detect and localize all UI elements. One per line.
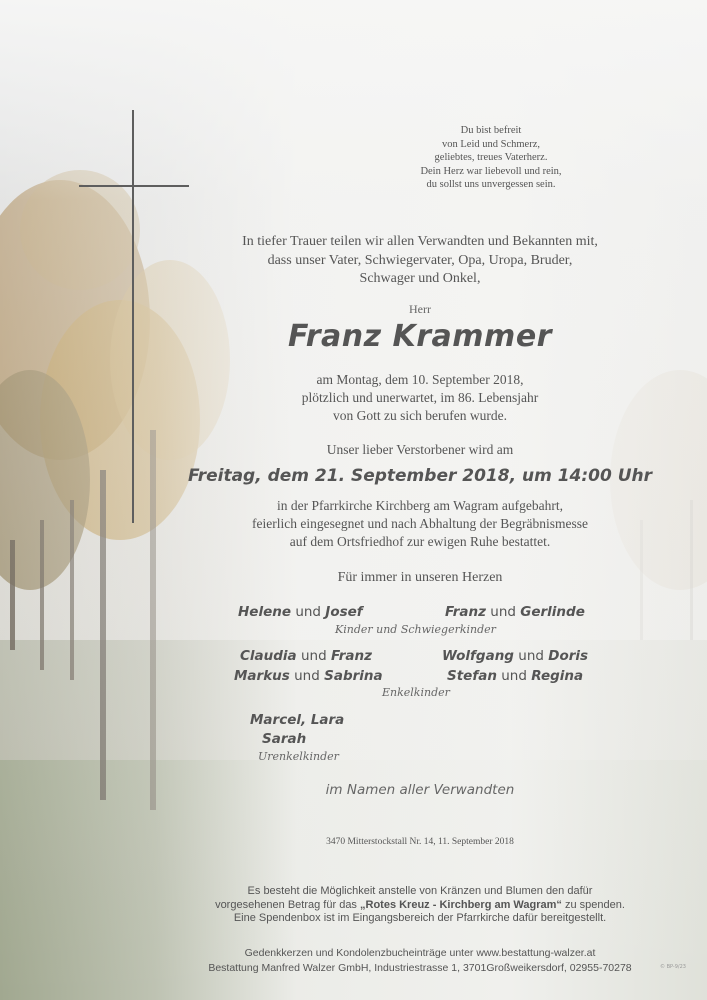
donation-line: Es besteht die Möglichkeit anstelle von Kränzen und Blumen den dafür bbox=[247, 885, 593, 897]
relation-label-grandchildren: Enkelkinder bbox=[382, 686, 450, 699]
family-member: Helene bbox=[238, 604, 292, 620]
footer-line: Bestattung Manfred Walzer GmbH, Industriestrasse 1, 3701Großweikersdorf, 02955-70278 bbox=[208, 961, 632, 974]
address-date: 3470 Mitterstockstall Nr. 14, 11. September 2018 bbox=[326, 837, 514, 847]
donation-note bbox=[130, 885, 707, 926]
family-member: Sarah bbox=[262, 731, 307, 747]
poem-line: du sollst uns unvergessen sein. bbox=[426, 179, 556, 190]
family-member: Franz bbox=[330, 648, 372, 664]
on-behalf-of-relatives: im Namen aller Verwandten bbox=[325, 782, 515, 798]
poem-line: Du bist befreit bbox=[460, 125, 522, 136]
family-member: Josef bbox=[325, 604, 363, 620]
intro-line: dass unser Vater, Schwiegervater, Opa, Uropa, Bruder, bbox=[267, 252, 573, 268]
family-pair bbox=[238, 604, 363, 620]
donation-recipient: „Rotes Kreuz - Kirchberg am Wagram“ bbox=[360, 898, 562, 911]
donation-line: Eine Spendenbox ist im Eingangsbereich der Pfarrkirche dafür bereitgestellt. bbox=[233, 912, 607, 924]
family-member-line bbox=[262, 731, 306, 747]
forever-in-hearts: Für immer in unseren Herzen bbox=[337, 570, 503, 585]
und-word: und bbox=[294, 668, 320, 684]
church-info-line: in der Pfarrkirche Kirchberg am Wagram aufgebahrt, bbox=[277, 498, 563, 513]
poem bbox=[361, 124, 621, 192]
family-pair bbox=[234, 668, 383, 684]
funeral-home-footer bbox=[130, 946, 707, 975]
church-info-line: feierlich eingesegnet und nach Abhaltung der Begräbnismesse bbox=[252, 516, 588, 531]
funeral-intro: Unser lieber Verstorbener wird am bbox=[326, 442, 514, 457]
death-info-line: plötzlich und unerwartet, im 86. Lebensjahr bbox=[301, 390, 539, 405]
donation-text: vorgesehenen Betrag für das bbox=[215, 898, 360, 911]
donation-text: zu spenden. bbox=[561, 898, 625, 911]
family-member: Gerlinde bbox=[520, 604, 585, 620]
und-word: und bbox=[295, 604, 321, 620]
family-pair bbox=[442, 648, 588, 664]
intro-line: Schwager und Onkel, bbox=[359, 271, 481, 286]
family-member: Doris bbox=[548, 648, 589, 664]
family-member: Marcel, Lara bbox=[250, 712, 345, 728]
honorific: Herr bbox=[409, 302, 431, 316]
und-word: und bbox=[300, 648, 327, 664]
family-member: Markus bbox=[234, 668, 290, 684]
und-word: und bbox=[518, 648, 544, 664]
intro-line: In tiefer Trauer teilen wir allen Verwandten und Bekannten mit, bbox=[242, 234, 598, 249]
poem-line: Dein Herz war liebevoll und rein, bbox=[420, 165, 562, 177]
relation-label-great-grandchildren: Urenkelkinder bbox=[258, 750, 339, 763]
church-info bbox=[180, 497, 660, 551]
family-member-line bbox=[250, 712, 344, 728]
funeral-date: Freitag, dem 21. September 2018, um 14:00 Uhr bbox=[187, 466, 653, 486]
poem-line: von Leid und Schmerz, bbox=[442, 138, 540, 150]
church-info-line: auf dem Ortsfriedhof zur ewigen Ruhe bestattet. bbox=[289, 534, 551, 549]
corner-mark: © BP-9/23 bbox=[660, 964, 686, 970]
footer-line: Gedenkkerzen und Kondolenzbucheinträge unter www.bestattung-walzer.at bbox=[244, 947, 596, 959]
und-word: und bbox=[501, 668, 527, 684]
family-member: Wolfgang bbox=[442, 648, 514, 664]
family-member: Regina bbox=[531, 668, 584, 684]
family-member: Franz bbox=[445, 604, 486, 620]
donation-line bbox=[130, 899, 707, 913]
family-member: Stefan bbox=[447, 668, 497, 684]
family-pair bbox=[240, 648, 372, 664]
poem-line: geliebtes, treues Vaterherz. bbox=[434, 152, 548, 163]
family-pair bbox=[445, 604, 585, 620]
family-member: Sabrina bbox=[324, 668, 383, 684]
family-member: Claudia bbox=[240, 648, 297, 664]
death-info bbox=[220, 371, 620, 425]
und-word: und bbox=[490, 604, 516, 620]
family-pair bbox=[447, 668, 583, 684]
deceased-name: Franz Krammer bbox=[288, 319, 552, 354]
death-info-line: von Gott zu sich berufen wurde. bbox=[333, 408, 507, 423]
relation-label-children: Kinder und Schwiegerkinder bbox=[335, 623, 496, 636]
intro-text bbox=[170, 233, 670, 289]
death-info-line: am Montag, dem 10. September 2018, bbox=[316, 372, 524, 387]
